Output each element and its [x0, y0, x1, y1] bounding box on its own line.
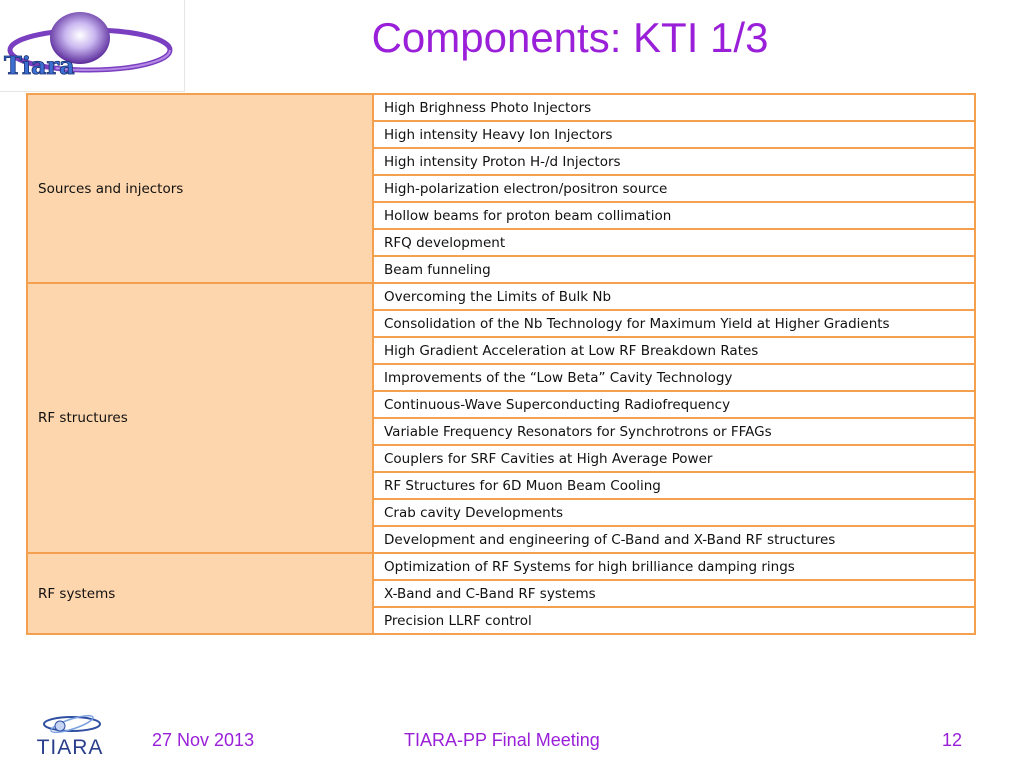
logo-small-wordmark: TIARA	[36, 736, 104, 759]
component-cell: Continuous-Wave Superconducting Radiofrequency	[373, 391, 975, 418]
component-cell: Couplers for SRF Cavities at High Average Power	[373, 445, 975, 472]
table-row	[27, 283, 975, 310]
table-row	[27, 553, 975, 580]
footer-date: 27 Nov 2013	[152, 730, 255, 750]
category-cell: Sources and injectors	[27, 94, 373, 283]
tiara-logo-graphic	[0, 0, 185, 92]
tiara-logo-small-graphic	[20, 710, 120, 766]
component-cell: RFQ development	[373, 229, 975, 256]
component-cell: Hollow beams for proton beam collimation	[373, 202, 975, 229]
footer-meeting-name: TIARA-PP Final Meeting	[404, 730, 600, 750]
tiara-logo-top	[0, 0, 185, 92]
component-cell: Variable Frequency Resonators for Synchrotrons or FFAGs	[373, 418, 975, 445]
logo-wordmark: Tiara	[4, 51, 75, 80]
slide-title: Components: KTI 1/3	[371, 14, 769, 61]
table-row	[27, 94, 975, 121]
component-cell: Crab cavity Developments	[373, 499, 975, 526]
component-cell: Overcoming the Limits of Bulk Nb	[373, 283, 975, 310]
footer-page-number: 12	[942, 730, 963, 750]
category-cell: RF structures	[27, 283, 373, 553]
category-cell: RF systems	[27, 553, 373, 634]
component-cell: Improvements of the “Low Beta” Cavity Technology	[373, 364, 975, 391]
component-cell: Beam funneling	[373, 256, 975, 283]
component-cell: High Gradient Acceleration at Low RF Breakdown Rates	[373, 337, 975, 364]
component-cell: High intensity Proton H-/d Injectors	[373, 148, 975, 175]
component-cell: Consolidation of the Nb Technology for Maximum Yield at Higher Gradients	[373, 310, 975, 337]
component-cell: High Brighness Photo Injectors	[373, 94, 975, 121]
components-table-body	[27, 94, 975, 634]
component-cell: High-polarization electron/positron source	[373, 175, 975, 202]
component-cell: Precision LLRF control	[373, 607, 975, 634]
component-cell: Development and engineering of C-Band and X-Band RF structures	[373, 526, 975, 553]
components-table	[26, 93, 976, 635]
components-table-container	[26, 93, 976, 635]
component-cell: RF Structures for 6D Muon Beam Cooling	[373, 472, 975, 499]
component-cell: Optimization of RF Systems for high brilliance damping rings	[373, 553, 975, 580]
tiara-logo-bottom	[20, 710, 120, 766]
component-cell: X-Band and C-Band RF systems	[373, 580, 975, 607]
component-cell: High intensity Heavy Ion Injectors	[373, 121, 975, 148]
